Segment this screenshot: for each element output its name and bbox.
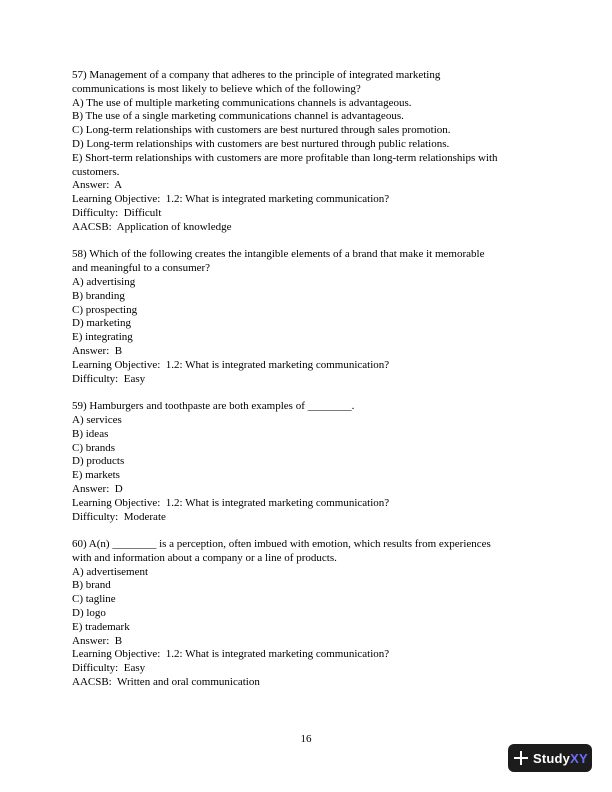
answer: Answer: B — [72, 344, 123, 357]
learning-objective: Learning Objective: 1.2: What is integrated marketing communication? — [72, 648, 390, 661]
page-number: 16 — [300, 733, 312, 745]
question-text: 57) Management of a company that adheres to the principle of integrated marketing — [72, 69, 441, 81]
difficulty: Difficulty: Difficult — [72, 206, 162, 219]
option-b: B) The use of a single marketing communications channel is advantageous. — [72, 110, 404, 123]
option-e: E) integrating — [72, 331, 133, 344]
option-a: A) The use of multiple marketing communications channels is advantageous. — [72, 96, 412, 109]
option-d: D) logo — [72, 607, 106, 620]
option-a: A) advertising — [72, 275, 136, 288]
learning-objective: Learning Objective: 1.2: What is integrated marketing communication? — [72, 358, 390, 371]
option-a: A) advertisement — [72, 565, 149, 578]
studyxy-badge[interactable] — [508, 744, 592, 772]
option-e: E) Short-term relationships with customers are more profitable than long-term relationships with — [72, 151, 498, 164]
option-b: B) ideas — [72, 427, 109, 440]
option-d: D) products — [72, 455, 125, 468]
difficulty: Difficulty: Moderate — [72, 510, 166, 523]
option-c: C) brands — [72, 441, 116, 454]
option-d: D) marketing — [72, 317, 131, 330]
option-d: D) Long-term relationships with customers are best nurtured through public relations. — [72, 137, 450, 150]
question-text: communications is most likely to believe which of the following? — [72, 82, 361, 95]
question-text: 58) Which of the following creates the intangible elements of a brand that make it memorable — [72, 248, 485, 261]
question-text: 60) A(n) ________ is a perception, often imbued with emotion, which results from experiences — [72, 538, 491, 551]
option-e: customers. — [72, 165, 120, 178]
option-c: C) tagline — [72, 593, 116, 606]
learning-objective: Learning Objective: 1.2: What is integrated marketing communication? — [72, 496, 390, 509]
answer: Answer: A — [72, 179, 123, 192]
difficulty: Difficulty: Easy — [72, 372, 146, 385]
question-text: 59) Hamburgers and toothpaste are both examples of ________. — [72, 400, 355, 413]
option-e: E) trademark — [72, 620, 130, 633]
document-body — [72, 69, 542, 704]
answer: Answer: B — [72, 634, 123, 647]
question-58 — [72, 248, 542, 386]
option-a: A) services — [72, 413, 122, 426]
option-c: C) Long-term relationships with customers are best nurtured through sales promotion. — [72, 124, 451, 137]
question-59 — [72, 400, 542, 524]
aacsb: AACSB: Application of knowledge — [72, 220, 232, 233]
badge-text-accent: XY — [570, 750, 588, 766]
badge-text-main: Study — [533, 750, 571, 766]
question-57 — [72, 69, 542, 235]
question-text: with and information about a company or a line of products. — [72, 551, 337, 564]
question-text: and meaningful to a consumer? — [72, 262, 211, 275]
option-b: B) branding — [72, 289, 125, 302]
option-c: C) prospecting — [72, 303, 138, 316]
option-b: B) brand — [72, 579, 111, 592]
answer: Answer: D — [72, 482, 123, 495]
difficulty: Difficulty: Easy — [72, 662, 146, 675]
option-e: E) markets — [72, 469, 120, 482]
plus-icon — [514, 751, 528, 765]
aacsb: AACSB: Written and oral communication — [72, 676, 260, 689]
learning-objective: Learning Objective: 1.2: What is integrated marketing communication? — [72, 193, 390, 206]
question-60 — [72, 538, 542, 690]
badge-label — [533, 751, 588, 766]
